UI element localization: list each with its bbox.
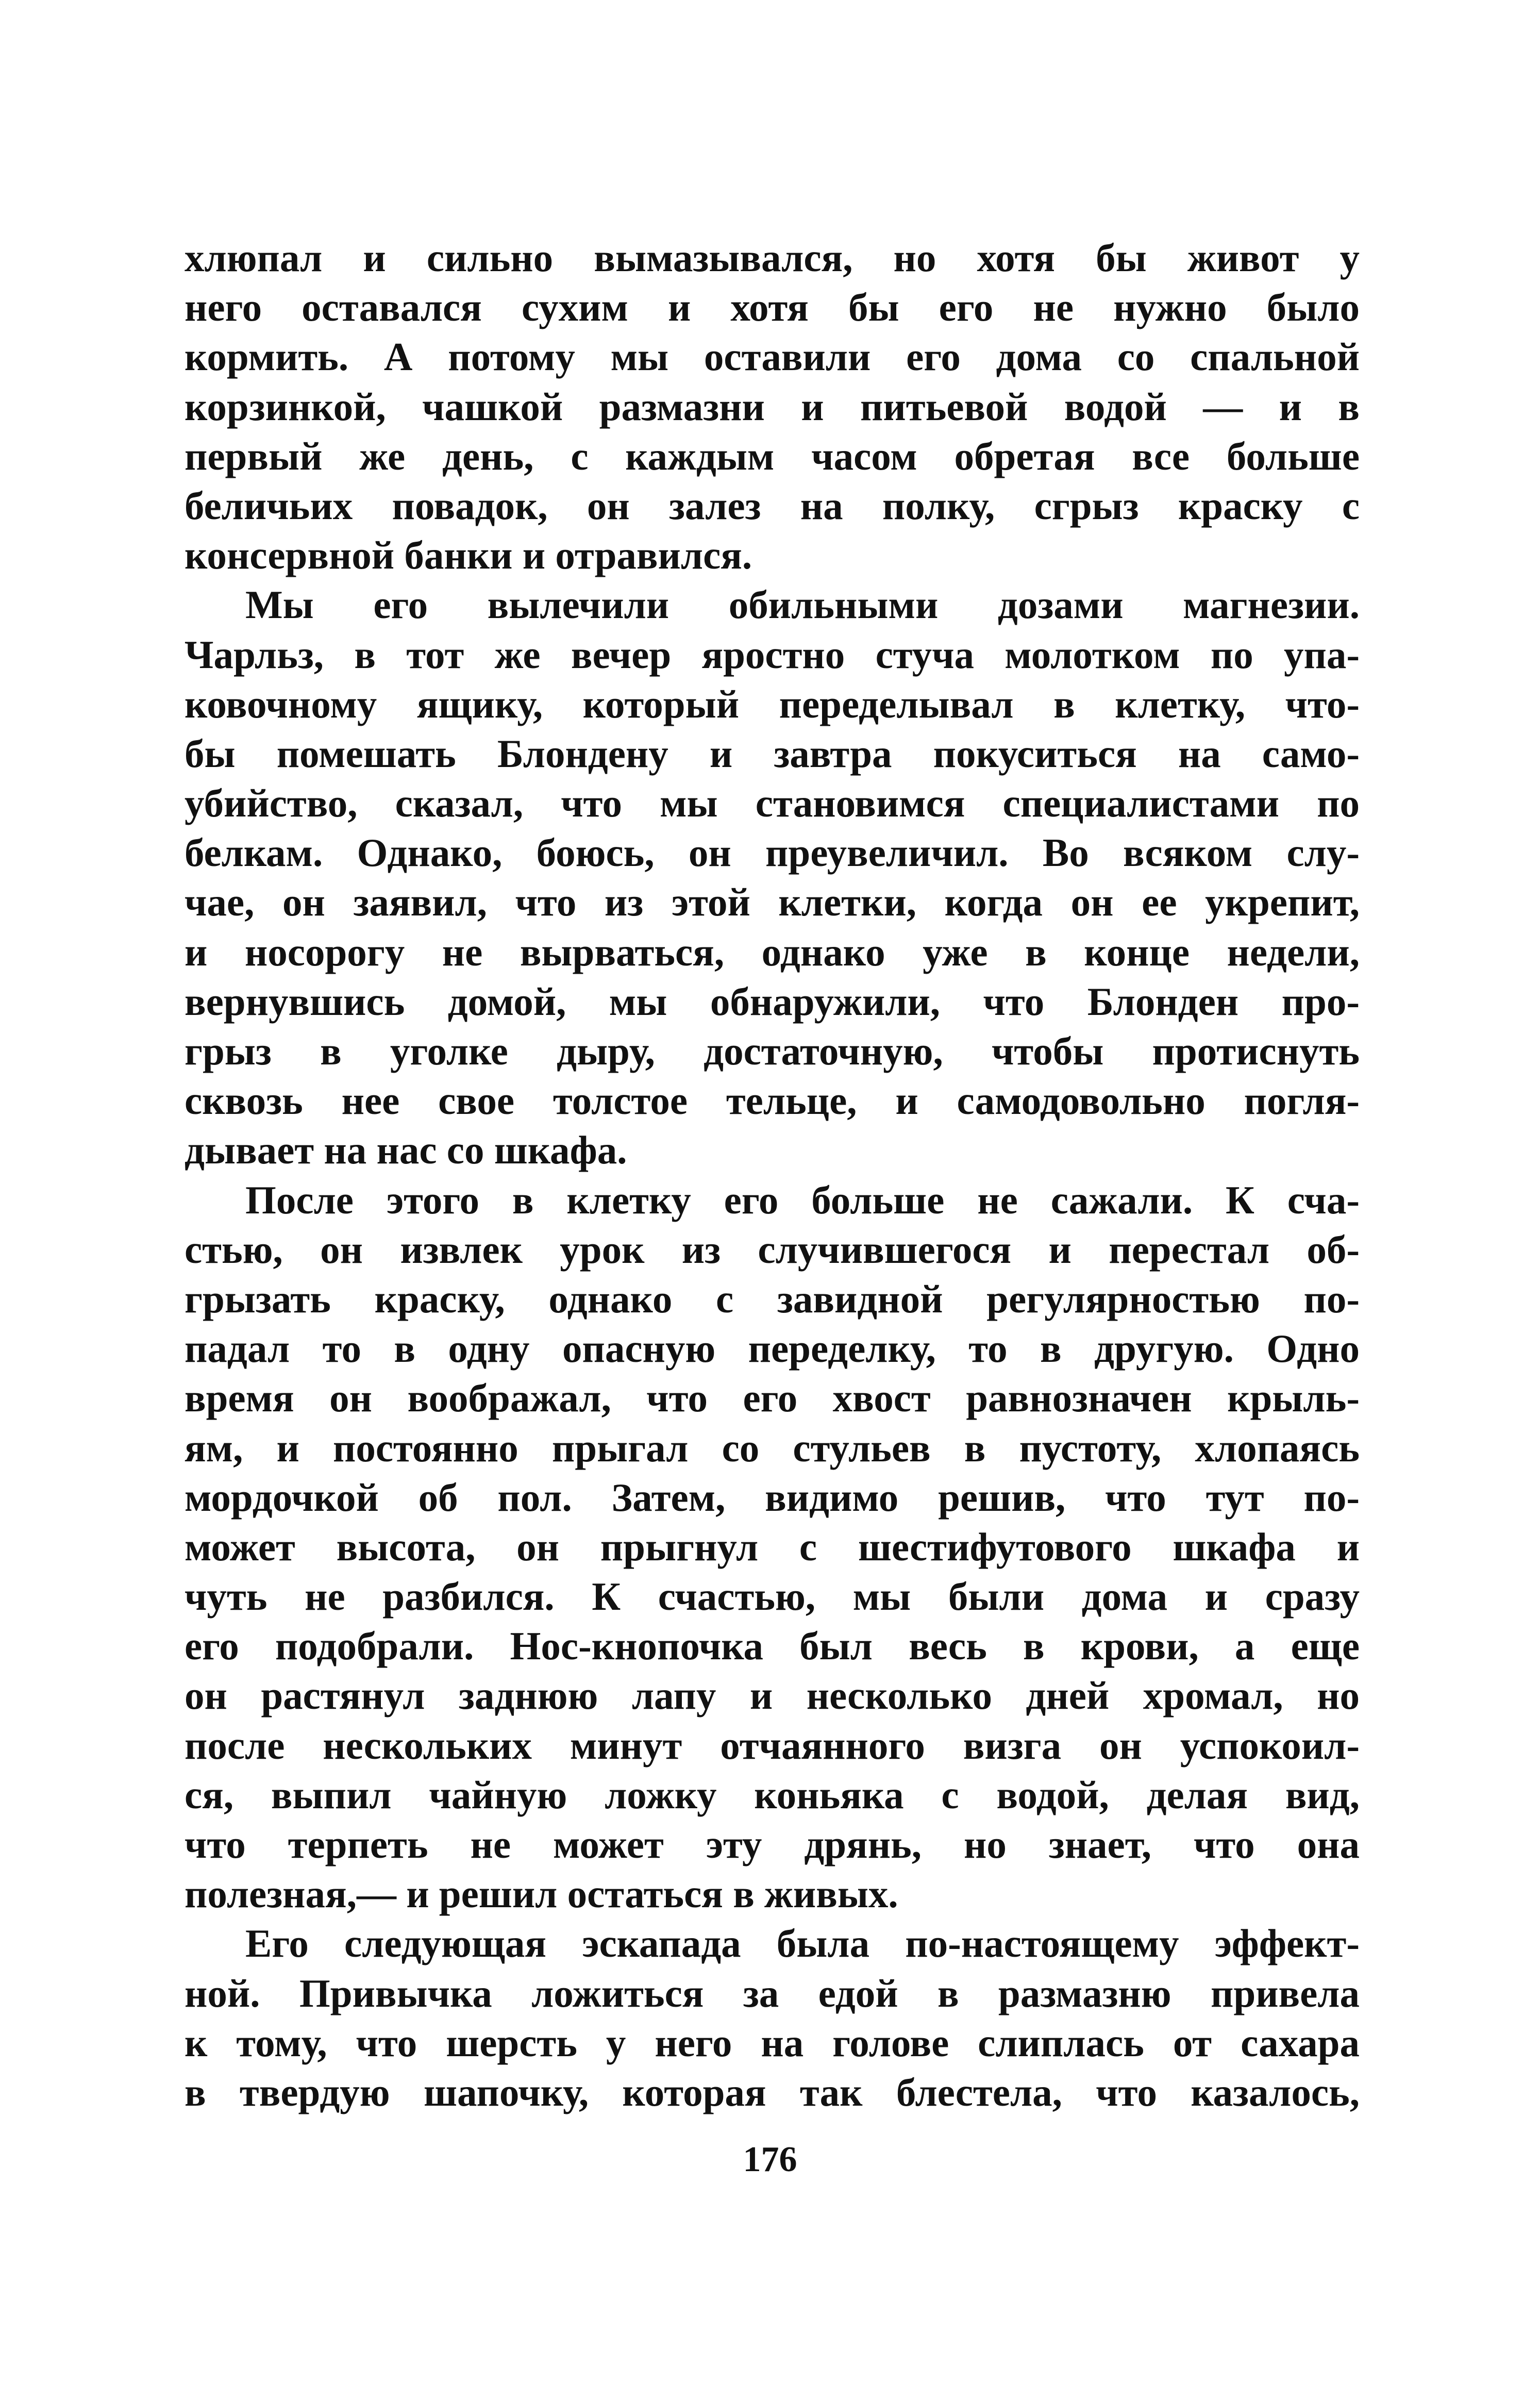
text-line: белкам. Однако, боюсь, он преувеличил. Во всяком слу- — [185, 830, 1360, 875]
text-line: стью, он извлек урок из случившегося и перестал об- — [185, 1227, 1360, 1272]
text-line: мордочкой об пол. Затем, видимо решив, что тут по- — [185, 1475, 1360, 1520]
text-line: грызать краску, однако с завидной регулярностью по- — [185, 1276, 1360, 1321]
text-line: он растянул заднюю лапу и несколько дней хромал, но — [185, 1673, 1360, 1718]
text-line: его подобрали. Нос-кнопочка был весь в крови, а еще — [185, 1624, 1360, 1669]
text-line: Его следующая эскапада была по-настоящему эффект- — [245, 1921, 1360, 1966]
text-line: Чарльз, в тот же вечер яростно стуча молотком по упа- — [185, 632, 1360, 677]
text-line: дывает на нас со шкафа. — [185, 1128, 627, 1173]
text-line: полезная,— и решил остаться в живых. — [185, 1872, 898, 1916]
text-line: чуть не разбился. К счастью, мы были дома и сразу — [185, 1574, 1360, 1619]
text-line: и носорогу не вырваться, однако уже в конце недели, — [185, 929, 1360, 974]
text-line: бы помешать Блондену и завтра покуситься на само- — [185, 731, 1360, 776]
body-text — [185, 233, 1360, 2117]
text-line: беличьих повадок, он залез на полку, сгрыз краску с — [185, 483, 1360, 528]
text-line: кормить. А потому мы оставили его дома со спальной — [185, 335, 1360, 379]
text-line: может высота, он прыгнул с шестифутового шкафа и — [185, 1524, 1360, 1569]
text-line: ям, и постоянно прыгал со стульев в пустоту, хлопаясь — [185, 1425, 1360, 1470]
text-line: что терпеть не может эту дрянь, но знает, что она — [185, 1822, 1360, 1866]
text-line: убийство, сказал, что мы становимся специалистами по — [185, 781, 1360, 826]
text-line: корзинкой, чашкой размазни и питьевой водой — и в — [185, 384, 1360, 429]
text-line: ной. Привычка ложиться за едой в размазню привела — [185, 1971, 1360, 2015]
text-line: ся, выпил чайную ложку коньяка с водой, делая вид, — [185, 1772, 1360, 1817]
text-line: грыз в уголке дыру, достаточную, чтобы протиснуть — [185, 1029, 1360, 1073]
text-line: после нескольких минут отчаянного визга он успокоил- — [185, 1723, 1360, 1768]
text-line: чае, он заявил, что из этой клетки, когда он ее укрепит, — [185, 880, 1360, 925]
text-line: ковочному ящику, который переделывал в клетку, что- — [185, 681, 1360, 726]
text-line: время он воображал, что его хвост равнозначен крыль- — [185, 1376, 1360, 1421]
text-line: падал то в одну опасную переделку, то в другую. Одно — [185, 1326, 1360, 1371]
text-line: в твердую шапочку, которая так блестела, что казалось, — [185, 2070, 1360, 2114]
text-line: первый же день, с каждым часом обретая все больше — [185, 434, 1360, 478]
text-line: консервной банки и отравился. — [185, 533, 752, 578]
text-line: сквозь нее свое толстое тельце, и самодовольно погля- — [185, 1078, 1360, 1123]
text-line: Мы его вылечили обильными дозами магнезии. — [245, 582, 1360, 627]
text-line: него оставался сухим и хотя бы его не нужно было — [185, 285, 1360, 330]
text-line: хлюпал и сильно вымазывался, но хотя бы живот у — [185, 236, 1360, 280]
text-line: вернувшись домой, мы обнаружили, что Блонден про- — [185, 979, 1360, 1024]
text-line: После этого в клетку его больше не сажали. К сча- — [245, 1177, 1360, 1222]
page-number: 176 — [743, 2140, 797, 2179]
text-line: к тому, что шерсть у него на голове слиплась от сахара — [185, 2020, 1360, 2065]
